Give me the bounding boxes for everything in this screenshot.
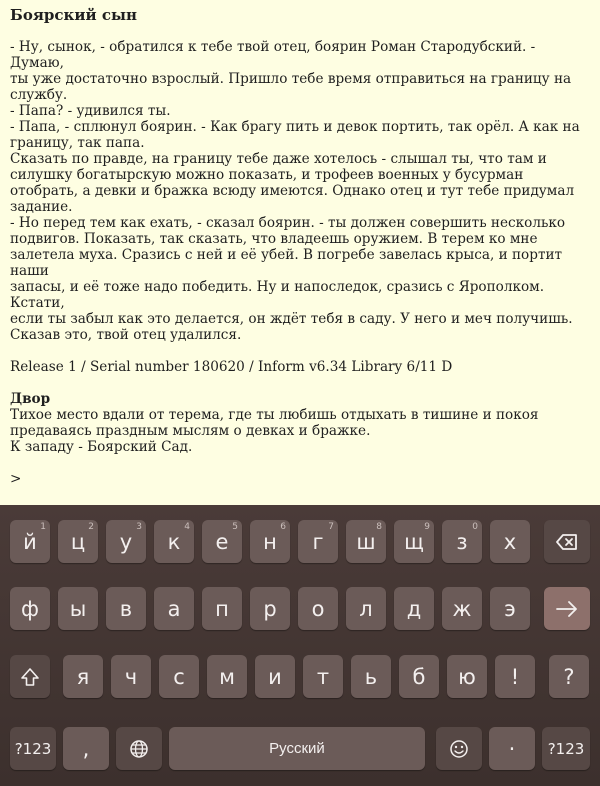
key-label: о bbox=[311, 596, 325, 621]
key-у[interactable] bbox=[106, 520, 146, 563]
key-м[interactable] bbox=[207, 655, 247, 698]
room-exit-line: К западу - Боярский Сад. bbox=[10, 439, 193, 455]
story-title: Боярский сын bbox=[10, 6, 137, 24]
key-т[interactable] bbox=[303, 655, 343, 698]
key-label: ? bbox=[563, 664, 575, 689]
release-info: Release 1 / Serial number 180620 / Inform v6.34 Library 6/11 D bbox=[10, 359, 453, 375]
key-hint: 5 bbox=[232, 522, 238, 532]
key-question[interactable] bbox=[549, 655, 589, 698]
key-label: ?123 bbox=[547, 739, 585, 758]
key-label: Русский bbox=[269, 740, 325, 757]
room-description-line: предаваясь праздным мыслям о девках и бражке. bbox=[10, 423, 371, 439]
key-label: д bbox=[406, 596, 422, 621]
key-ш[interactable] bbox=[346, 520, 386, 563]
key-hint: 0 bbox=[472, 522, 478, 532]
text-line: задание. bbox=[10, 199, 73, 215]
key-label: ш bbox=[356, 529, 376, 554]
key-hint: 2 bbox=[88, 522, 94, 532]
backspace-icon bbox=[556, 534, 578, 550]
key-label: р bbox=[263, 596, 277, 621]
text-line: - Папа, - сплюнул боярин. - Как брагу пить и девок портить, так орёл. А как на bbox=[10, 119, 580, 135]
space-key[interactable] bbox=[169, 727, 425, 770]
key-label: м bbox=[219, 664, 235, 689]
key-hint: 1 bbox=[40, 522, 46, 532]
room-description-line: Тихое место вдали от терема, где ты любишь отдыхать в тишине и покоя bbox=[10, 407, 539, 423]
key-hint: 9 bbox=[424, 522, 430, 532]
text-line: запасы, и её тоже надо победить. Ну и напоследок, сразись с Ярополком. Кстати, bbox=[10, 279, 549, 311]
key-д[interactable] bbox=[394, 587, 434, 630]
room-name: Двор bbox=[10, 391, 51, 407]
enter-key[interactable] bbox=[544, 587, 590, 630]
text-line: силушку богатырскую можно показать, и трофеев военных у бусурман bbox=[10, 167, 524, 183]
text-line: - Но перед тем как ехать, - сказал боярин. - ты должен совершить несколько bbox=[10, 215, 566, 231]
key-ь[interactable] bbox=[351, 655, 391, 698]
key-ю[interactable] bbox=[447, 655, 487, 698]
key-ы[interactable] bbox=[58, 587, 98, 630]
key-hint: 8 bbox=[376, 522, 382, 532]
intro-text bbox=[10, 39, 590, 343]
key-щ[interactable] bbox=[394, 520, 434, 563]
key-о[interactable] bbox=[298, 587, 338, 630]
text-line: границу, так папа. bbox=[10, 135, 145, 151]
key-label: ч bbox=[124, 664, 138, 689]
period-key[interactable] bbox=[489, 727, 535, 770]
key-й[interactable] bbox=[10, 520, 50, 563]
text-line: подвигов. Показать, так сказать, что владеешь оружием. В терем ко мне bbox=[10, 231, 538, 247]
key-label: н bbox=[263, 529, 277, 554]
symbols-key[interactable] bbox=[10, 727, 56, 770]
key-ц[interactable] bbox=[58, 520, 98, 563]
key-label: а bbox=[167, 596, 181, 621]
key-ж[interactable] bbox=[442, 587, 482, 630]
key-label: ! bbox=[510, 664, 520, 689]
key-г[interactable] bbox=[298, 520, 338, 563]
key-ч[interactable] bbox=[111, 655, 151, 698]
key-label: т bbox=[316, 664, 330, 689]
emoji-icon bbox=[449, 739, 469, 759]
key-х[interactable] bbox=[490, 520, 530, 563]
key-я[interactable] bbox=[63, 655, 103, 698]
comma-key[interactable] bbox=[63, 727, 109, 770]
key-label: л bbox=[359, 596, 373, 621]
symbols-key-right[interactable] bbox=[542, 727, 590, 770]
key-label: ь bbox=[364, 664, 378, 689]
globe-icon bbox=[129, 739, 149, 759]
text-line: залетела муха. Сразись с ней и её убей. В погребе завелась крыса, и портит наши bbox=[10, 247, 567, 279]
key-ф[interactable] bbox=[10, 587, 50, 630]
key-label: ю bbox=[458, 664, 476, 689]
key-hint: 4 bbox=[184, 522, 190, 532]
key-label: ы bbox=[69, 596, 87, 621]
key-и[interactable] bbox=[255, 655, 295, 698]
key-label: г bbox=[312, 529, 324, 554]
key-label: у bbox=[119, 529, 133, 554]
text-line: службу. bbox=[10, 87, 68, 103]
key-hint: 7 bbox=[328, 522, 334, 532]
key-label: э bbox=[504, 596, 516, 621]
key-р[interactable] bbox=[250, 587, 290, 630]
key-п[interactable] bbox=[202, 587, 242, 630]
key-label: в bbox=[119, 596, 133, 621]
shift-icon bbox=[20, 667, 40, 687]
key-exclamation[interactable] bbox=[495, 655, 535, 698]
key-label: , bbox=[82, 736, 90, 761]
key-в[interactable] bbox=[106, 587, 146, 630]
key-label: е bbox=[215, 529, 229, 554]
key-label: б bbox=[412, 664, 426, 689]
text-line: Сказав это, твой отец удалился. bbox=[10, 327, 242, 343]
key-е[interactable] bbox=[202, 520, 242, 563]
key-label: с bbox=[173, 664, 185, 689]
key-з[interactable] bbox=[442, 520, 482, 563]
key-label: ц bbox=[70, 529, 86, 554]
key-label: · bbox=[508, 736, 516, 761]
text-line: ты уже достаточно взрослый. Пришло тебе время отправиться на границу на bbox=[10, 71, 572, 87]
key-к[interactable] bbox=[154, 520, 194, 563]
key-label: ж bbox=[452, 596, 472, 621]
key-hint: 3 bbox=[136, 522, 142, 532]
key-label: к bbox=[167, 529, 181, 554]
text-line: если ты забыл как это делается, он ждёт тебя в саду. У него и меч получишь. bbox=[10, 311, 573, 327]
key-label: щ bbox=[404, 529, 424, 554]
language-key[interactable] bbox=[116, 727, 162, 770]
key-б[interactable] bbox=[399, 655, 439, 698]
key-н[interactable] bbox=[250, 520, 290, 563]
backspace-key[interactable] bbox=[544, 520, 590, 563]
on-screen-keyboard bbox=[0, 505, 600, 786]
command-prompt[interactable]: > bbox=[10, 471, 22, 487]
text-line: отобрать, а девки и бражка всюду имеются. Однако отец и тут тебе придумал bbox=[10, 183, 575, 199]
text-line: - Ну, сынок, - обратился к тебе твой отец, боярин Роман Стародубский. - Думаю, bbox=[10, 39, 540, 71]
key-label: я bbox=[76, 664, 90, 689]
key-label: и bbox=[268, 664, 282, 689]
key-label: п bbox=[215, 596, 229, 621]
key-label: з bbox=[456, 529, 468, 554]
key-hint: 6 bbox=[280, 522, 286, 532]
key-л[interactable] bbox=[346, 587, 386, 630]
key-э[interactable] bbox=[490, 587, 530, 630]
emoji-key[interactable] bbox=[436, 727, 482, 770]
text-line: - Папа? - удивился ты. bbox=[10, 103, 171, 119]
arrow-right-icon bbox=[556, 601, 578, 617]
key-label: ?123 bbox=[14, 739, 52, 758]
key-label: х bbox=[503, 529, 517, 554]
key-label: й bbox=[23, 529, 37, 554]
text-line: Сказать по правде, на границу тебе даже хотелось - слышал ты, что там и bbox=[10, 151, 547, 167]
shift-key[interactable] bbox=[10, 655, 50, 698]
key-с[interactable] bbox=[159, 655, 199, 698]
key-label: ф bbox=[21, 596, 39, 621]
key-а[interactable] bbox=[154, 587, 194, 630]
